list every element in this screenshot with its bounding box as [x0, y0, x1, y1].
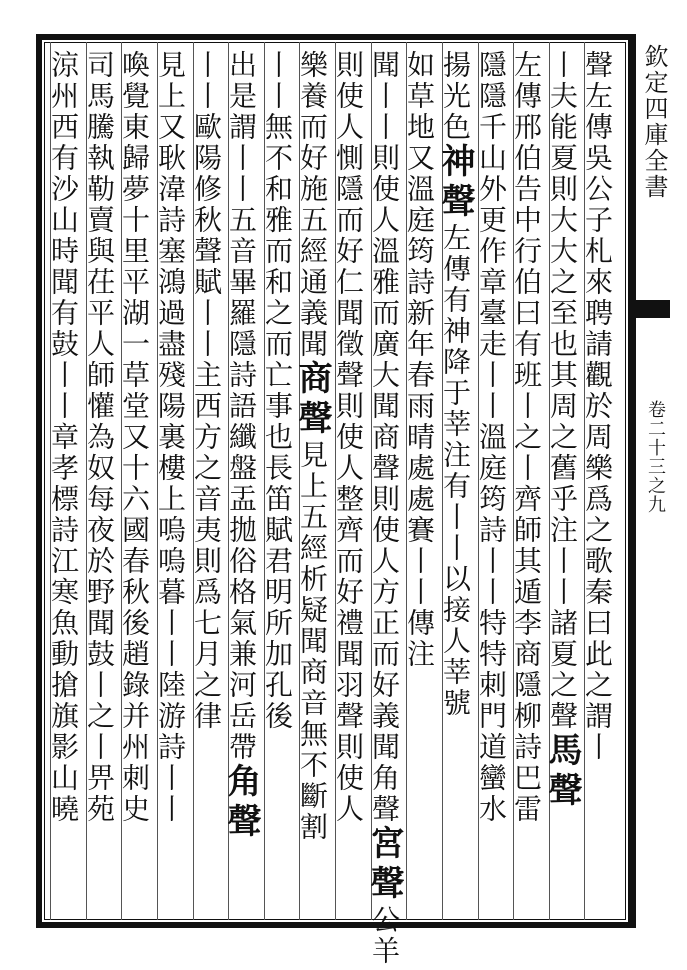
entry-text: 左傳邢伯告中行伯曰有班丨之丨齊師其遁李商隱柳詩巴雷: [510, 50, 543, 825]
text-column: [118, 50, 156, 914]
entry-text: 涼州西有沙山時聞有鼓丨丨章孝標詩江寒魚動搶旗影山曉: [47, 50, 80, 825]
entry-text: 出是謂丨丨五音畢羅隱詩語纖盤盂拋俗格氣兼河岳帶: [225, 50, 258, 763]
text-column: [221, 50, 263, 914]
fishtail-mark: [636, 300, 670, 318]
entry-text: 聞丨丨則使人溫雅而廣大聞商聲則使人方正而好義聞角聲: [368, 50, 401, 825]
entry-text: 如草: [403, 50, 436, 112]
entry-heading: 神聲: [435, 143, 475, 223]
text-column: [154, 50, 192, 914]
text-column: [475, 50, 513, 914]
entry-text: 揚光色: [439, 50, 472, 143]
entry-text: 司馬騰執勒賣與茌平人師懽為奴每夜於野聞鼓丨之丨畀苑: [83, 50, 116, 825]
entry-text: 隱隱千山外更作章臺走丨丨溫庭筠詩丨丨特特刺門道蠻水: [475, 50, 508, 825]
entry-text: 公羊: [368, 905, 401, 967]
entry-text: 丨丨歐陽修秋聲賦丨丨主西方之音夷則爲七月之律: [190, 50, 223, 732]
entry-heading: 宮聲: [364, 825, 404, 905]
entry-heading: 馬聲: [542, 732, 582, 812]
entry-text: 喚覺東歸夢十里平湖一草堂又十六國春秋後趙錄并州刺史: [118, 50, 151, 825]
entry-text: 丨丨無不和雅而和之: [261, 50, 294, 329]
entry-text: 則使人惻隱而好仁聞徵聲則使人整齊而好禮聞羽聲則使人: [332, 50, 365, 825]
text-column: [510, 50, 548, 914]
text-column: [542, 50, 584, 914]
text-column: [190, 50, 228, 914]
text-column: [403, 50, 441, 914]
text-column: [435, 50, 477, 914]
entry-text: 丨夫能夏則大大之至也其周之舊乎注丨丨諸夏之聲: [546, 50, 579, 732]
entry-heading: 商聲: [292, 360, 332, 440]
entry-heading: 角聲: [221, 763, 261, 843]
text-column: [261, 50, 299, 914]
entry-text: 見上又耿湋詩塞鴻過盡殘陽裏樓上嗚嗚暮丨丨陸游詩丨丨: [154, 50, 187, 825]
gutter-book-title: 欽定四庫全書: [640, 44, 668, 200]
gutter-divider: [634, 34, 636, 928]
text-column: [292, 50, 334, 914]
text-column: [332, 50, 370, 914]
text-column: [47, 50, 85, 914]
text-column: [581, 50, 619, 914]
text-column: [364, 50, 406, 967]
text-column: [83, 50, 121, 914]
entry-text: 見上五經析疑聞商音無不斷割: [296, 440, 329, 843]
gutter-volume-label: 卷二十三之九: [645, 400, 666, 514]
entry-text: 左傳有神降于莘注有丨丨以接人莘號: [439, 223, 472, 719]
entry-text: 而亡事也長笛賦君明所加孔後: [261, 329, 294, 732]
entry-text: 聲左傳吳公子札來聘請觀於周樂爲之歌秦曰此之謂丨: [581, 50, 614, 763]
entry-text: 地又溫庭筠詩新年春雨晴處處賽丨丨傳注: [403, 112, 436, 670]
entry-text: 樂養而好施五經通義聞: [296, 50, 329, 360]
